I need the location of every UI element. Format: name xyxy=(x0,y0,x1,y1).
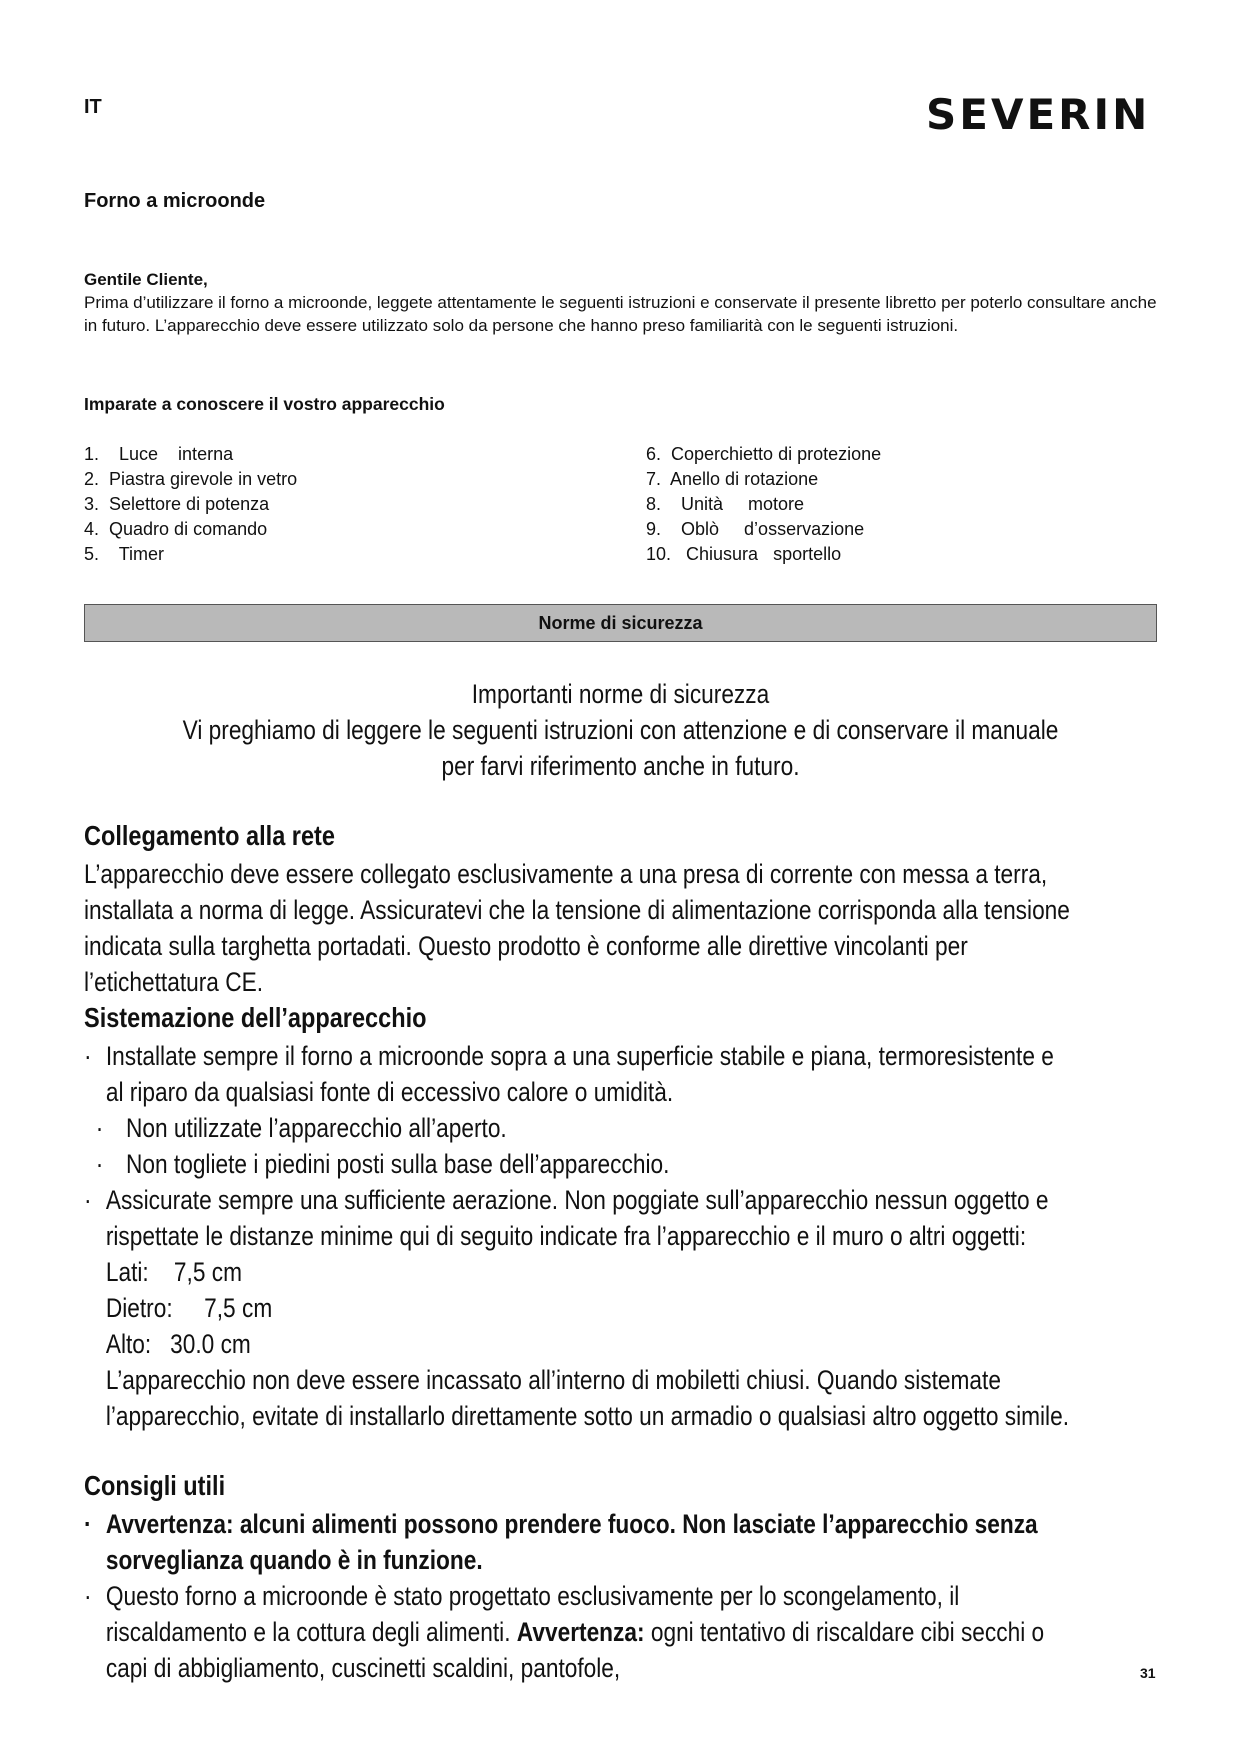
list-item xyxy=(84,1110,1075,1146)
bullet-icon: · xyxy=(84,1041,92,1071)
intro-text: Prima d’utilizzare il forno a microonde, leggete attentamente le seguenti istruzioni e conservate il presente libretto per poterlo consultare anche in futuro. L’apparecchio deve essere utilizzato solo da persone che hanno preso familiarità con le seguenti istruzioni. xyxy=(84,293,1157,335)
distance-sides: Lati: 7,5 cm xyxy=(105,1257,242,1287)
important-text: Vi preghiamo di leggere le seguenti istruzioni con attenzione e di conservare il manuale per farvi riferimento anche in futuro. xyxy=(182,715,1059,781)
list-item-text: Questo forno a microonde è stato progettato esclusivamente per lo scongelamento, il riscaldamento e la cottura degli alimenti. xyxy=(105,1581,960,1647)
connection-section xyxy=(84,818,1075,1000)
part-item: 2. Piastra girevole in vetro xyxy=(84,469,298,489)
important-title: Importanti norme di sicurezza xyxy=(471,679,770,709)
part-item: 9. Oblò d’osservazione xyxy=(646,519,865,539)
list-item xyxy=(84,1182,1075,1254)
list-item-text: ogni tentativo di riscaldare cibi secchi o capi di abbigliamento, cuscinetti scaldini, pantofole, xyxy=(105,1617,1045,1683)
bullet-icon: · xyxy=(84,1581,92,1611)
bullet-icon: · xyxy=(84,1185,92,1215)
connection-heading: Collegamento alla rete xyxy=(84,820,335,851)
list-item xyxy=(84,1506,1075,1578)
safety-section-bar: Norme di sicurezza xyxy=(84,604,1157,642)
list-item-text: Assicurate sempre una sufficiente aerazione. Non poggiate sull’apparecchio nessun oggetto e rispettate le distanze minime qui di seguito indicate fra l’apparecchio e il muro o altri oggetti: xyxy=(105,1185,1049,1251)
bullet-icon: · xyxy=(95,1149,104,1179)
parts-heading: Imparate a conoscere il vostro apparecchio xyxy=(84,394,445,414)
list-item xyxy=(84,1038,1075,1110)
list-item xyxy=(84,1578,1075,1686)
placement-note: L’apparecchio non deve essere incassato all’interno di mobiletti chiusi. Quando sistemate l’apparecchio, evitate di installarlo direttamente sotto un armadio o qualsiasi altro oggetto simile. xyxy=(105,1365,1070,1431)
tips-heading: Consigli utili xyxy=(84,1470,226,1501)
bullet-icon: · xyxy=(95,1113,104,1143)
connection-text: L’apparecchio deve essere collegato esclusivamente a una presa di corrente con messa a terra, installata a norma di legge. Assicuratevi che la tensione di alimentazione corrisponda alla tensione indicata sulla targhetta portadati. Questo prodotto è conforme alle direttive vincolanti per l’etichettatura CE. xyxy=(84,859,1070,997)
part-item: 8. Unità motore xyxy=(646,494,805,514)
important-notice xyxy=(170,676,1071,784)
list-item-text: Avvertenza: alcuni alimenti possono prendere fuoco. Non lasciate l’apparecchio senza sorveglianza quando è in funzione. xyxy=(105,1509,1038,1575)
brand-logo: SEVERIN xyxy=(926,90,1151,139)
placement-heading: Sistemazione dell’apparecchio xyxy=(84,1002,427,1033)
placement-section xyxy=(84,1000,1075,1434)
list-item-text: Installate sempre il forno a microonde sopra a una superficie stabile e piana, termoresistente e al riparo da qualsiasi fonte di eccessivo calore o umidità. xyxy=(105,1041,1054,1107)
parts-list-right xyxy=(646,442,881,567)
page-number: 31 xyxy=(1140,1665,1156,1681)
parts-list-left xyxy=(84,442,297,567)
list-item-text: Non utilizzate l’apparecchio all’aperto. xyxy=(126,1113,507,1143)
language-code: IT xyxy=(84,96,102,118)
bullet-icon: · xyxy=(84,1509,92,1539)
tips-section xyxy=(84,1468,1075,1686)
part-item: 4. Quadro di comando xyxy=(84,519,268,539)
product-title: Forno a microonde xyxy=(84,190,266,212)
part-item: 7. Anello di rotazione xyxy=(646,469,819,489)
list-item-text: Non togliete i piedini posti sulla base dell’apparecchio. xyxy=(126,1149,670,1179)
part-item: 6. Coperchietto di protezione xyxy=(646,444,882,464)
part-item: 3. Selettore di potenza xyxy=(84,494,270,514)
intro-block xyxy=(84,268,1164,337)
warning-label: Avvertenza: xyxy=(516,1617,645,1647)
part-item: 1. Luce interna xyxy=(84,444,234,464)
distance-back: Dietro: 7,5 cm xyxy=(105,1293,273,1323)
distance-top: Alto: 30.0 cm xyxy=(105,1329,251,1359)
part-item: 10. Chiusura sportello xyxy=(646,544,842,564)
greeting: Gentile Cliente, xyxy=(84,270,208,289)
list-item xyxy=(84,1146,1075,1182)
part-item: 5. Timer xyxy=(84,544,165,564)
